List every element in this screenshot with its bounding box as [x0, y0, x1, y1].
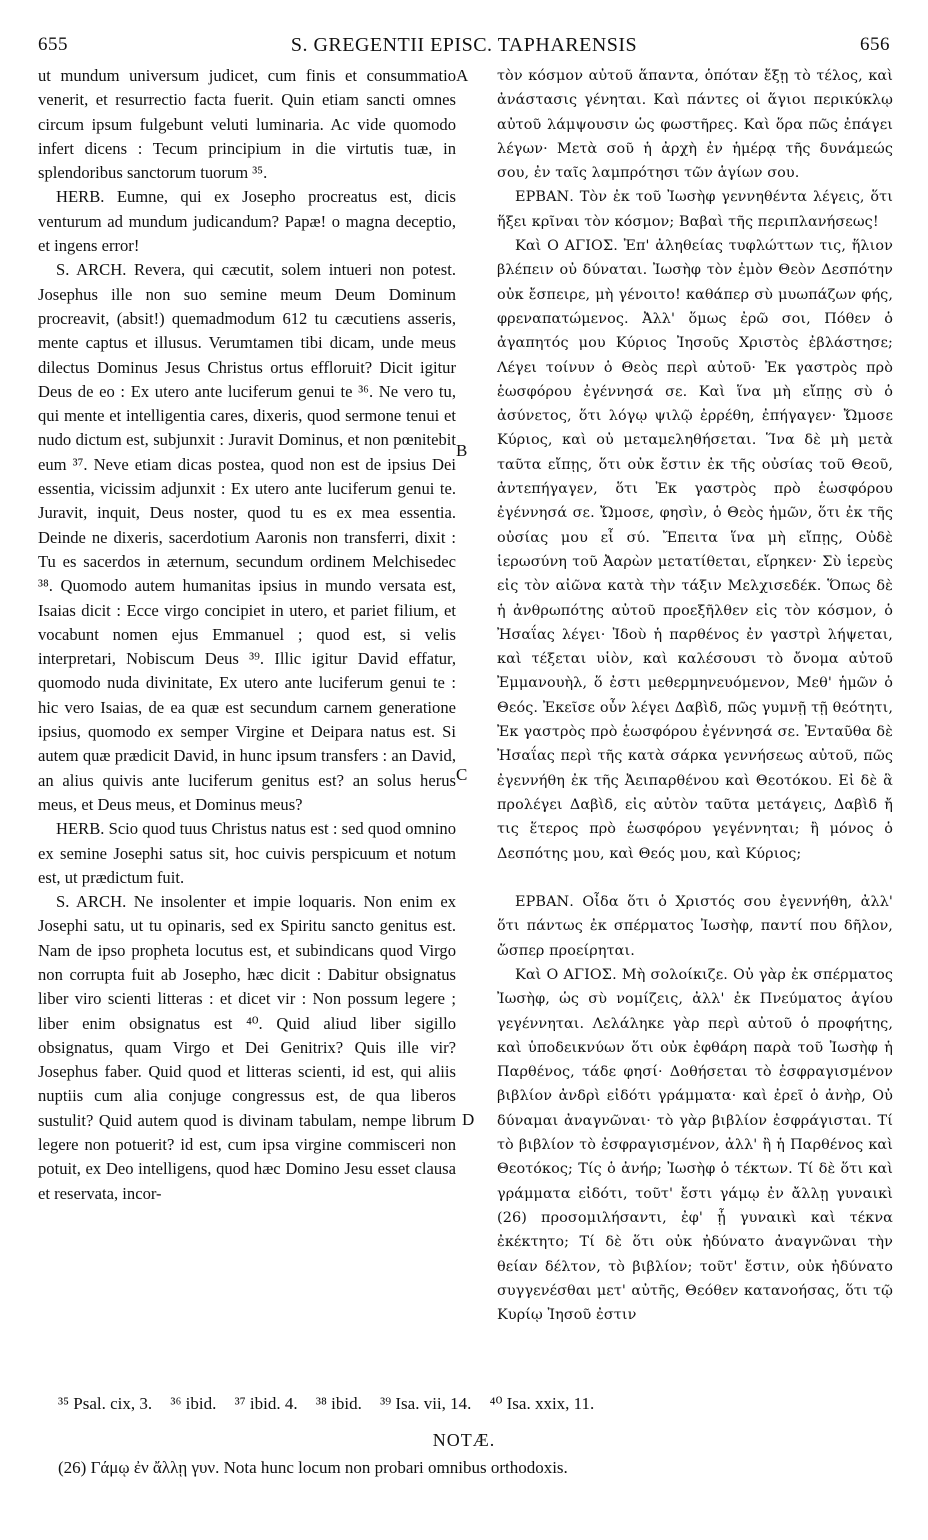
- margin-letter-b: B: [456, 441, 468, 460]
- footnote: ³⁵ Psal. cix, 3.: [58, 1394, 153, 1413]
- greek-paragraph: Καὶ Ο ΑΓΙΟΣ. Μὴ σολοίκιζε. Οὐ γὰρ ἐκ σπέρματος Ἰωσὴφ, ὡς σὺ νομίζεις, ἀλλ' ἐκ Πνεύματος ἁγίου γεγέννηται. Λελάληκε γὰρ περὶ αὐτοῦ ὁ προφήτης, καὶ ὑποδεικνύων ὅτι οὐκ ἐφθάρη παρὰ τοῦ Ἰωσὴφ ἡ Παρθένος, τάδε φησί· Δοθήσεται τὸ ἐσφραγισμένον βιβλίον ἀνδρὶ εἰδότι γράμματα· καὶ ἐρεῖ ὁ ἀνὴρ, Οὐ δύναμαι ἀναγνῶναι· τὸ γὰρ βιβλίον ἐσφράγισται. Τί τὸ βιβλίον τὸ ἐσφραγισμένον, ἀλλ' ἢ ἡ Παρθένος καὶ Θεοτόκος; Τίς ὁ ἀνήρ; Ἰωσὴφ ὁ τέκτων. Τί δὲ ὅτι καὶ γράμματα εἰδότι, τοῦτ' ἔστι γάμῳ ἐν ἄλλῃ γυναικὶ (26) προσομιλήσαντι, ἐφ' ᾗ γυναικὶ καὶ τέκνα ἐκέκτητο; Τί δὲ ὅτι οὐκ ἠδύνατο ἀναγνῶναι τὴν θείαν δέλτον, τὸ βιβλίον; τοῦτ' ἔστιν, οὐκ ἠδύνατο συγγενέσθαι μετ' αὐτῆς, Θεόθεν κατανοήσας, ὅτι τῷ Κυρίῳ Ἰησοῦ ἐστιν: [497, 966, 893, 1324]
- latin-paragraph: ut mundum universum judicet, cum finis et consummatio venerit, et resurrectio facta fuerit. Quin etiam sancti omnes circum ipsum fulgebunt veluti luminaria. Ac vide quomodo infert dicens : Tecum principium in die virtutis tuæ, in splendoribus sanctorum tuorum ³⁵.: [38, 66, 456, 183]
- greek-column: [497, 64, 893, 1327]
- greek-paragraph: ΕΡΒΑΝ. Τὸν ἐκ τοῦ Ἰωσὴφ γεννηθέντα λέγεις, ὅτι ἥξει κρῖναι τὸν κόσμον; Βαβαὶ τῆς περιπλανήσεως!: [497, 189, 893, 230]
- latin-paragraph: HERB. Scio quod tuus Christus natus est : sed quod omnino ex semine Josephi satus sit, hoc cuivis perspicuum et notum est, ut prædictum fuit.: [38, 819, 456, 887]
- footnotes: [58, 1394, 888, 1414]
- footnote: ³⁷ ibid. 4.: [234, 1394, 298, 1413]
- spacer: [497, 866, 893, 890]
- greek-paragraph: τὸν κόσμον αὐτοῦ ἅπαντα, ὁπόταν ἔξῃ τὸ τέλος, καὶ ἀνάστασις γένηται. Καὶ πάντες οἱ ἅγιοι περικύκλῳ αὐτοῦ λάμψουσιν ὡς φωστῆρες. Καὶ ὅρα πῶς ἐπάγει λέγων· Μετὰ σοῦ ἡ ἀρχὴ ἐν ἡμέρᾳ τῆς δυνάμεώς σου, ἐν ταῖς λαμπρότησι τῶν ἁγίων σου.: [497, 68, 893, 182]
- note-26: (26) Γάμῳ ἐν ἄλλῃ γυν. Nota hunc locum non probari omnibus orthodoxis.: [58, 1458, 568, 1477]
- page-header: [38, 34, 890, 62]
- running-title: S. GREGENTII EPISC. TAPHARENSIS: [290, 34, 638, 56]
- footnote: ⁴⁰ Isa. xxix, 11.: [489, 1394, 595, 1413]
- latin-column: [38, 64, 456, 1206]
- margin-letter-d: D: [462, 1110, 475, 1129]
- footnote: ³⁸ ibid.: [315, 1394, 362, 1413]
- greek-paragraph: ΕΡΒΑΝ. Οἶδα ὅτι ὁ Χριστός σου ἐγεννήθη, ἀλλ' ὅτι πάντως ἐκ σπέρματος Ἰωσὴφ, παντί που δῆλον, ὥσπερ προείρηται.: [497, 894, 893, 959]
- page-number-left: 655: [38, 34, 68, 55]
- greek-paragraph: Καὶ Ο ΑΓΙΟΣ. Ἐπ' ἀληθείας τυφλώττων τις, ἥλιον βλέπειν οὐ δύναται. Ἰωσὴφ τὸν ἐμὸν Θεὸν Δεσπότην οὐκ ἔσπειρε, μὴ γένοιτο! καθάπερ σὺ μυωπάζων φής, φρεναπατώμενος. Ἀλλ' ὅμως ἐρῶ σοι, Πόθεν ὁ ἀγαπητός μου Κύριος Ἰησοῦς Χριστὸς ἐβλάστησε; Λέγει τοίνυν ὁ Θεὸς περὶ αὐτοῦ· Ἐκ γαστρὸς πρὸ ἑωσφόρου ἐγέννησά σε. Καὶ ἵνα μὴ εἴπῃς σὺ ὁ ἀσύνετος, ὅτι λόγῳ ψιλῷ ἐρρέθη, ἐπήγαγεν· Ὤμοσε Κύριος, καὶ οὐ μεταμεληθήσεται. Ἵνα δὲ μὴ μετὰ ταῦτα εἴπῃς, ὅτι οὐκ ἔστιν ἐκ τῆς οὐσίας τοῦ Θεοῦ, ἀντεπήγαγεν, ὅτι Ἐκ γαστρὸς πρὸ ἑωσφόρου ἐγέννησά σε. Ὤμοσε, φησὶν, ὁ Θεὸς ἡμῶν, ὅτι ἐκ τῆς οὐσίας μου εἶ σύ. Ἔπειτα ἵνα μὴ εἴπῃς, Οὐδὲ ἱερωσύνη τοῦ Ἀαρὼν μετατίθεται, εἴρηκεν· Σὺ ἱερεὺς εἰς τὸν αἰῶνα κατὰ τὴν τάξιν Μελχισεδέκ. Ὅπως δὲ ἡ ἀνθρωπότης αὐτοῦ προεξῆλθεν εἰς τὸν κόσμον, ὁ Ἠσαΐας λέγει· Ἰδοὺ ἡ παρθένος ἐν γαστρὶ λήψεται, καὶ τέξεται υἱὸν, καὶ καλέσουσι τὸ ὄνομα αὐτοῦ Ἐμμανουὴλ, ὅ ἐστι μεθερμηνευόμενον, Μεθ' ἡμῶν ὁ Θεός. Ἐκεῖσε οὖν λέγει Δαβὶδ, πῶς γυμνῇ τῇ θεότητι, Ἐκ γαστρὸς πρὸ ἑωσφόρου ἐγέννησά σε. Ἐνταῦθα δὲ Ἠσαΐας περὶ τῆς κατὰ σάρκα γεννήσεως αὐτοῦ, πῶς ἐγεννήθη ἐκ τῆς Ἀειπαρθένου καὶ Θεοτόκου. Εἰ δὲ ἃ προλέγει Δαβὶδ, εἰς αὐτὸν ταῦτα μετάγεις, Δαβὶδ ἤ τις ἕτερος πρὸ ἑωσφόρου γεγέννηται; ἢ μόνος ὁ Δεσπότης μου, καὶ Θεός μου, καὶ Κύριος;: [497, 238, 893, 862]
- margin-letter-a: A: [456, 66, 469, 85]
- latin-paragraph: S. ARCH. Ne insolenter et impie loquaris. Non enim ex Josephi satu, ut tu opinaris, sed ex Spiritu sancto genitus est. Nam de ipso propheta locutus est, et subindicans quod Virgo non corrupta fuit ab Josepho, hæc dicit : Dabitur obsignatus liber viro scienti litteras : et dicet vir : Non possum legere ; liber enim obsignatus est ⁴⁰. Quid aliud liber sigillo obsignatus, quam Virgo et Dei Genitrix? Quis ille vir? Josephus faber. Quid quod et litteras scienti, id est, qui aliis nuptiis cum alia conjuge congressus est, de qua liberos sustulit? Quid autem quod is divinam tabulam, nempe librum legere non potuerit? id est, cum ipsa virgine commisceri non potuit, ex Deo intelligens, quod hæc Domino Jesu esset clausa et reservata, incor-: [38, 892, 456, 1203]
- footnote: ³⁹ Isa. vii, 14.: [380, 1394, 472, 1413]
- notes-heading: NOTÆ.: [432, 1430, 496, 1450]
- latin-paragraph: HERB. Eumne, qui ex Josepho procreatus est, dicis venturum ad mundum judicandum? Papæ! o magna deceptio, et ingens error!: [38, 187, 456, 256]
- latin-paragraph: S. ARCH. Revera, qui cæcutit, solem intueri non potest. Josephus ille non suo semine meum Deum Dominum procreavit, (absit!) quemadmodum 612 tu cæcutiens asseris, mente captus et illusus. Verumtamen tibi dicam, unde meus dilectus Dominus Jesus Christus ortus effloruit? Dicit igitur Deus de eo : Ex utero ante luciferum genui te ³⁶. Ne vero tu, qui mente et intelligentia cares, dixeris, quod sermone tenui et nudo dictum est, subjunxit : Juravit Dominus, et non pœnitebit eum ³⁷. Neve etiam dicas postea, quod non est de ipsius Dei essentia, vicissim adjunxit : Ex utero ante luciferum genui te. Juravit, inquit, Deus noster, quod tu es ex mea essentia. Deinde ne dixeris, sacerdotium Aaronis non transferri, dixit : Tu es sacerdos in æternum, secundum ordinem Melchisedec ³⁸. Quomodo autem humanitas ipsius in mundo versata est, Isaias dicit : Ecce virgo concipiet in utero, et pariet filium, et vocabunt nomen ejus Emmanuel ; quod est, si velis interpretari, Nobiscum Deus ³⁹. Illic igitur David effatur, quomodo nuda divinitate, Ex utero ante luciferum genui te : hic vero Isaias, de ea quæ est secundum carnem generatione ipsius, quomodo ex semper Virgine et Deipara natus est. Si autem quæ prædicit David, in hunc ipsum transfers : an David, an alius quivis ante luciferum genitus est? an solus herus meus, et Deus meus, et Dominus meus?: [38, 260, 456, 814]
- footnote: ³⁶ ibid.: [170, 1394, 217, 1413]
- page-number-right: 656: [860, 34, 890, 55]
- margin-letter-c: C: [456, 765, 468, 784]
